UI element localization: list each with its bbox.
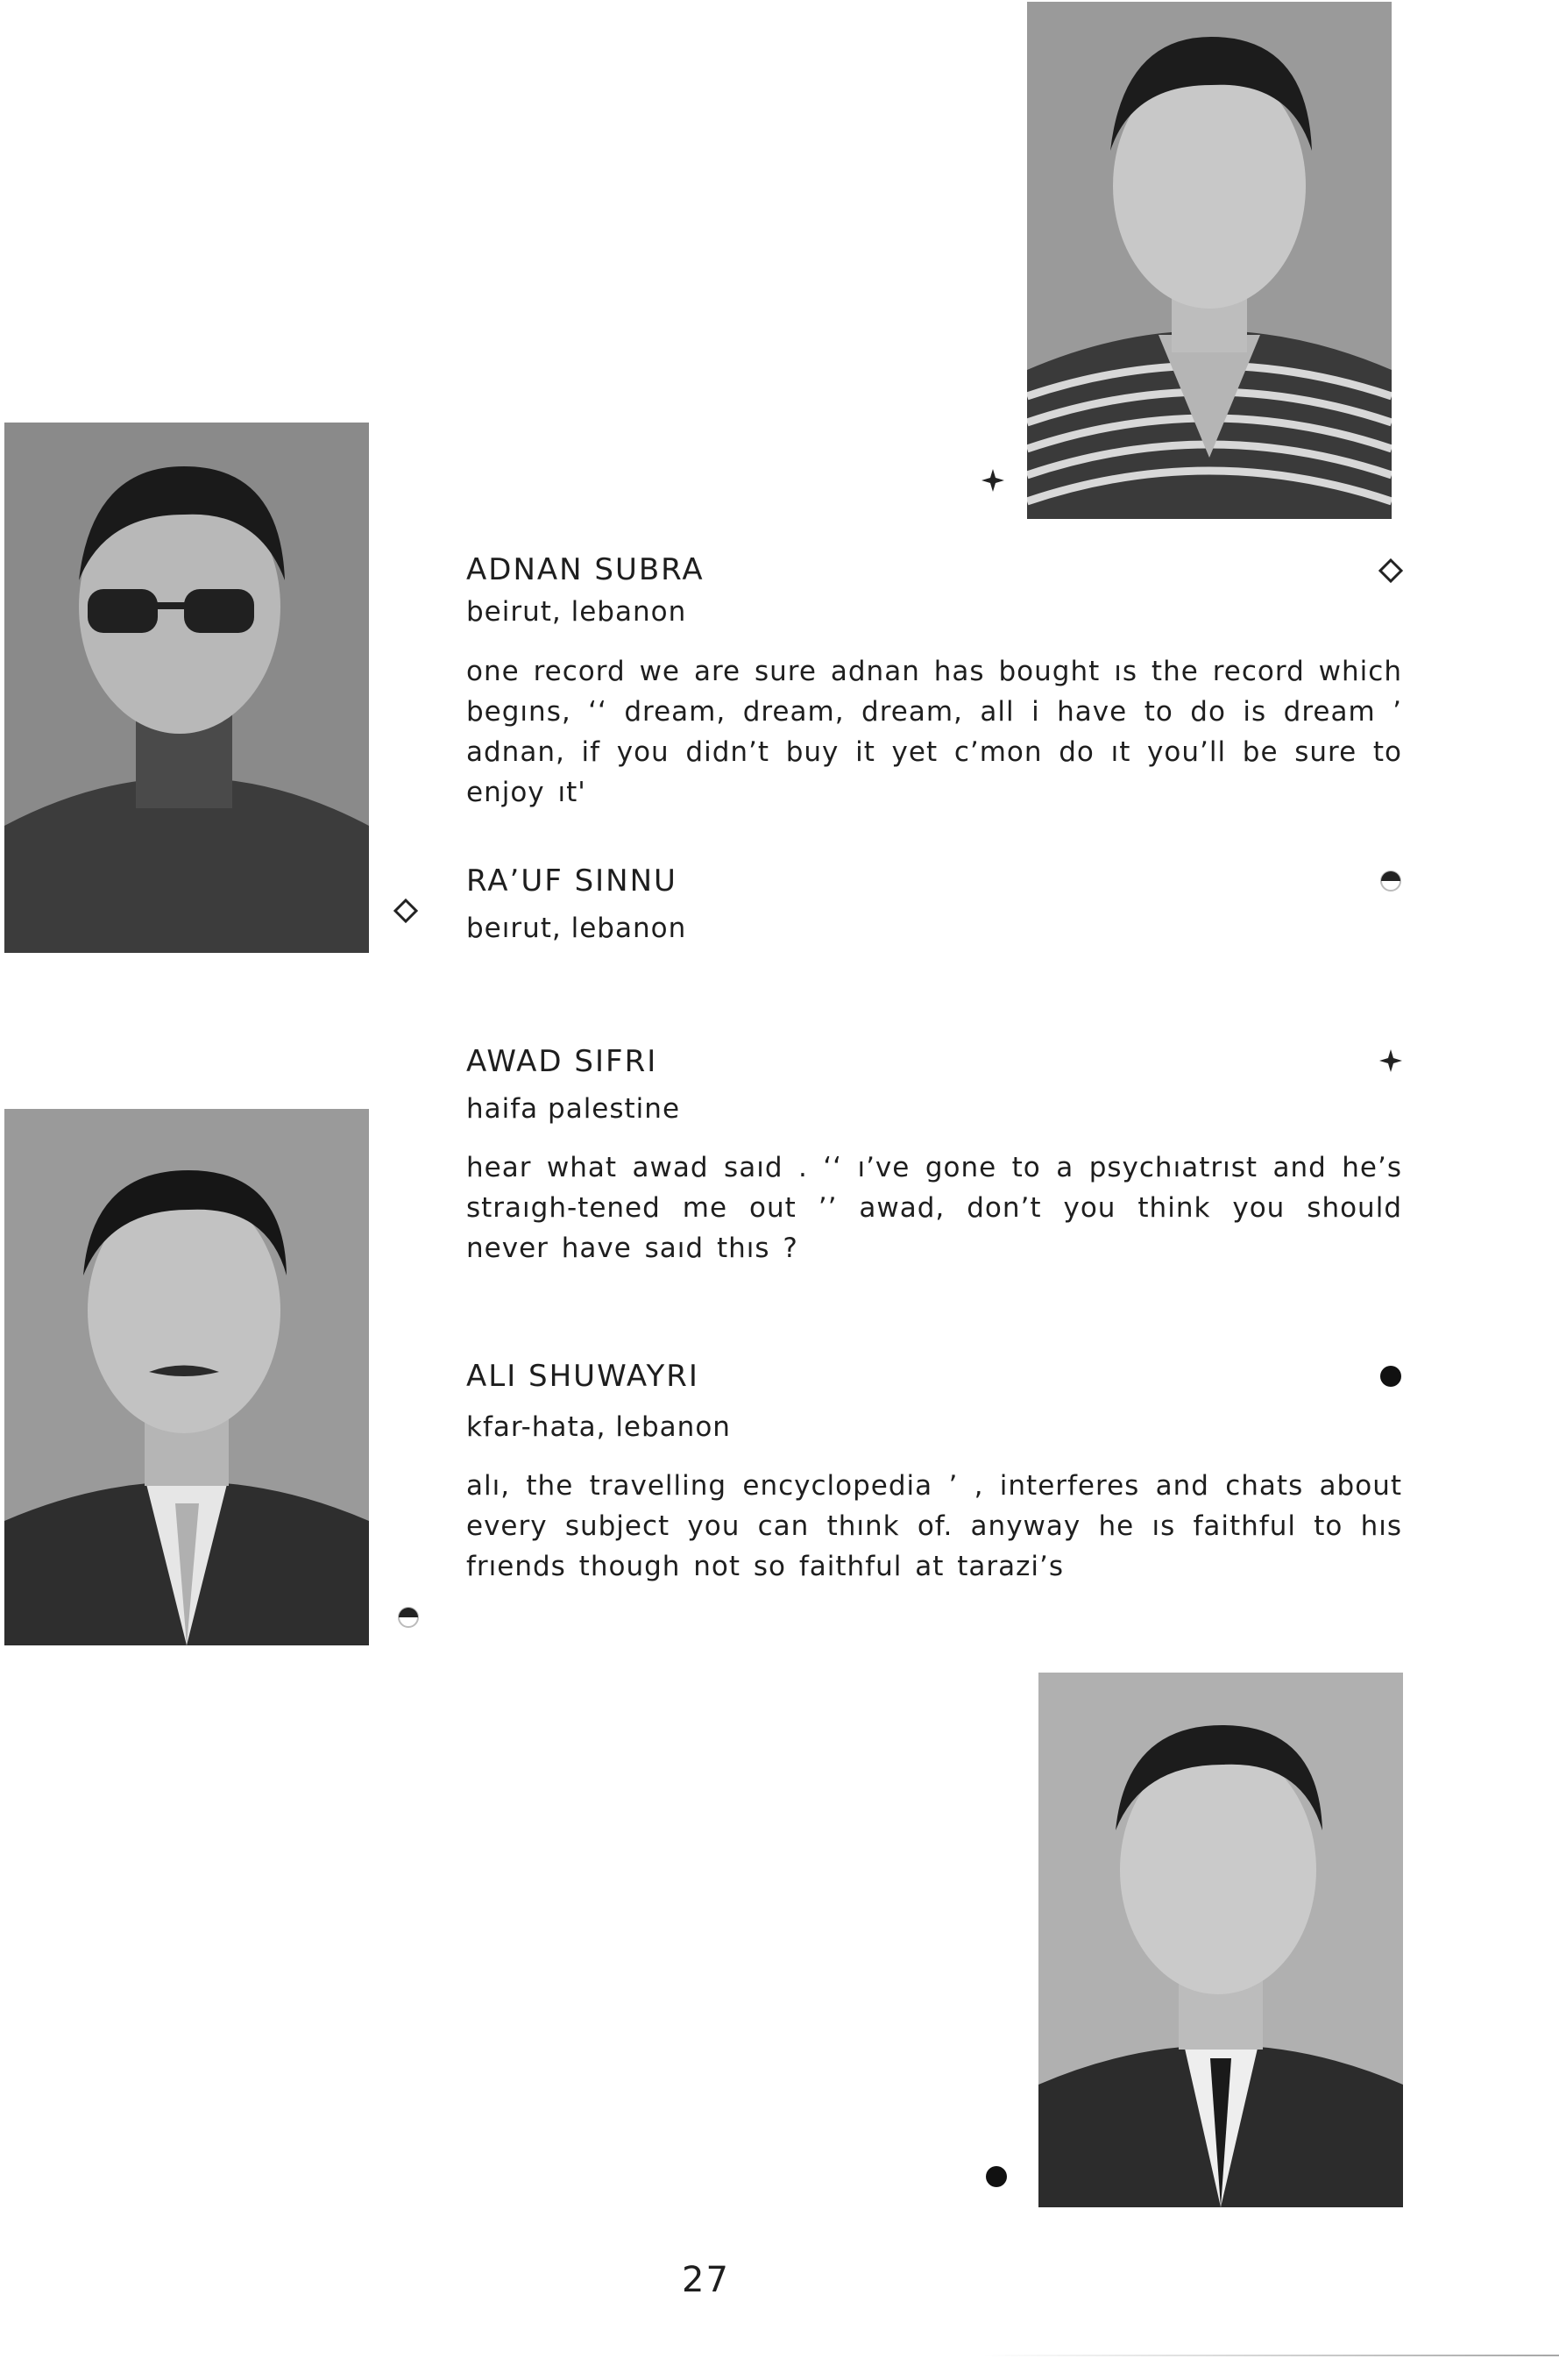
entry-location: kfar-hata, lebanon xyxy=(466,1411,731,1443)
half-circle-icon xyxy=(1378,868,1404,894)
scan-edge-line xyxy=(981,2355,1559,2356)
diamond-outline-icon xyxy=(393,898,419,924)
portrait-photo-striped-shirt xyxy=(1027,2,1392,519)
entry-name: RA’UF SINNU xyxy=(466,863,677,899)
entry-name: ALI SHUWAYRI xyxy=(466,1359,699,1394)
portrait-photo-sunglasses xyxy=(4,423,369,953)
entry-name: AWAD SIFRI xyxy=(466,1044,658,1079)
entry-location: haifa palestine xyxy=(466,1093,681,1125)
page-number: 27 xyxy=(682,2260,730,2300)
filled-circle-icon xyxy=(1378,1363,1404,1389)
filled-circle-icon xyxy=(983,2163,1010,2190)
entry-location: beirut, lebanon xyxy=(466,596,687,628)
four-point-star-icon xyxy=(980,467,1006,494)
entry-bio: hear what awad saıd . ‘‘ ı’ve gone to a psychıatrıst and he’s straıgh-tened me out ’’ awad, don’t you think you should never have saıd thıs ? xyxy=(466,1152,1402,1264)
four-point-star-icon xyxy=(1378,1048,1404,1074)
entry-name: ADNAN SUBRA xyxy=(466,552,705,587)
portrait-photo-suit-tie xyxy=(1038,1673,1403,2207)
entry-bio: alı, the travelling encyclopedia ’ , interferes and chats about every subject you can thınk of. anyway he ıs faithful to hıs frıends though not so faithful at tarazi’s xyxy=(466,1470,1402,1582)
half-circle-icon xyxy=(395,1604,422,1630)
portrait-photo-mustache-tie xyxy=(4,1109,369,1645)
entry-location: beırut, lebanon xyxy=(466,913,687,944)
entry-bio: one record we are sure adnan has bought ıs the record which begıns, ‘‘ dream, dream, dream, all i have to do is dream ’ adnan, if you didn’t buy it yet c’mon do ıt you’ll be sure to enjoy ıt' xyxy=(466,656,1402,808)
diamond-outline-icon xyxy=(1378,558,1404,584)
